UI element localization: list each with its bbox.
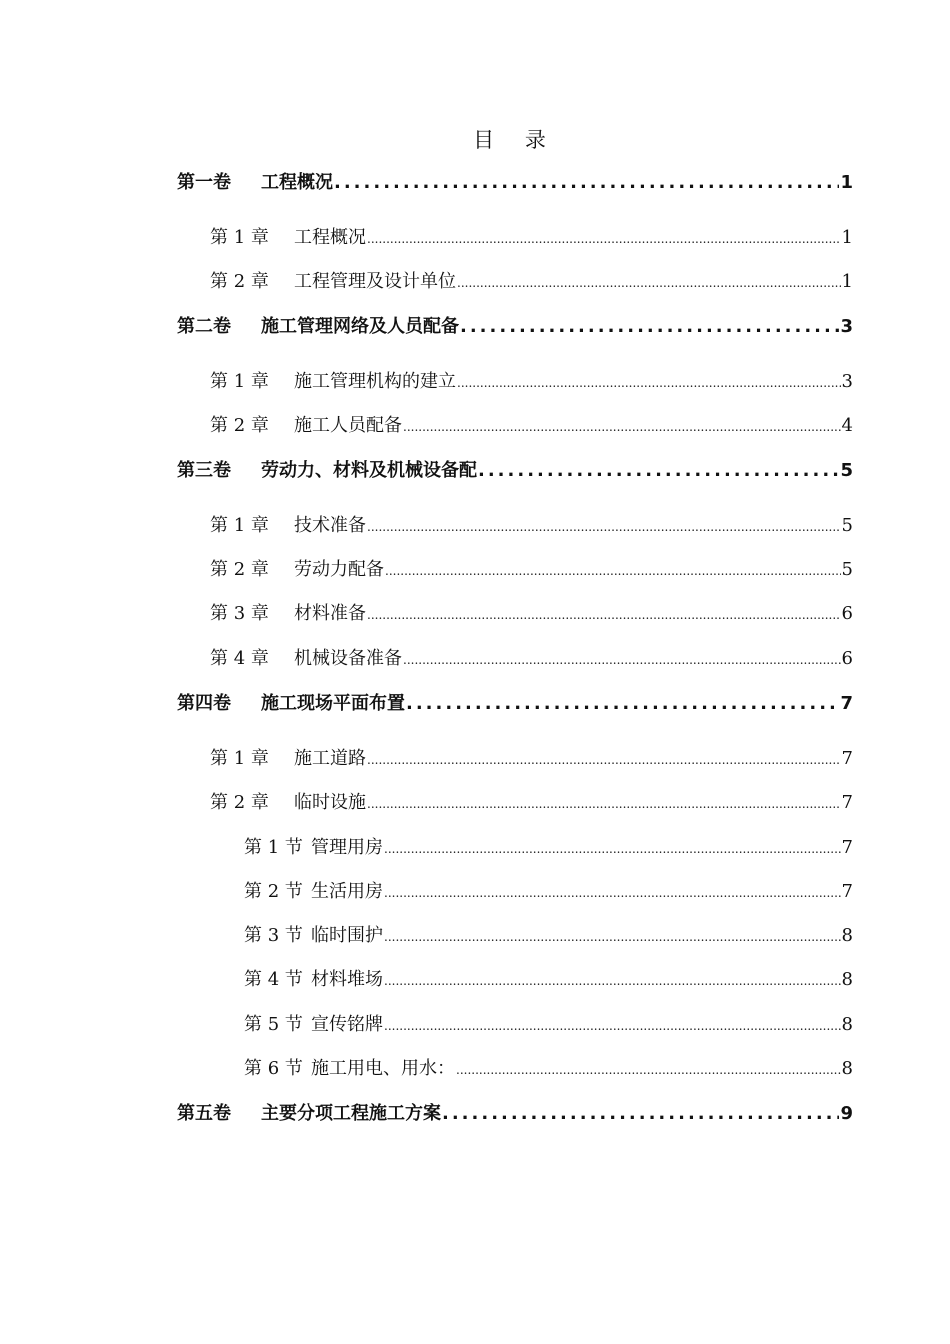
dot-leader: [367, 791, 841, 817]
entry-title: 生活用房: [311, 881, 383, 902]
entry-number: 第四卷: [177, 693, 231, 714]
entry-page: 3: [841, 371, 853, 392]
dot-leader: [367, 514, 841, 540]
entry-title: 主要分项工程施工方案: [261, 1103, 441, 1124]
entry-number: 第五卷: [177, 1103, 231, 1124]
dot-leader: [460, 314, 839, 340]
toc-entry-section[interactable]: [244, 835, 853, 861]
toc-entry-chapter[interactable]: [210, 513, 853, 539]
dot-leader: [384, 880, 841, 906]
dot-leader: [384, 924, 841, 950]
dot-leader: [457, 370, 841, 396]
dot-leader: [406, 691, 839, 717]
entry-number: 第 4 章: [210, 648, 269, 669]
dot-leader: [334, 170, 839, 196]
dot-leader: [367, 747, 841, 773]
entry-title: 施工人员配备: [294, 415, 402, 436]
entry-page: 6: [841, 603, 853, 624]
entry-page: 4: [841, 415, 853, 436]
entry-number: 第 2 章: [210, 271, 269, 292]
entry-number: 第 1 章: [210, 227, 269, 248]
entry-page: 8: [841, 925, 853, 946]
dot-leader: [385, 558, 841, 584]
entry-number: 第 4 节: [244, 969, 303, 990]
entry-title: 工程概况: [294, 227, 366, 248]
toc-entry-section[interactable]: [244, 923, 853, 949]
toc-entry-volume-2[interactable]: [177, 314, 853, 340]
toc-entry-volume-4[interactable]: [177, 691, 853, 717]
entry-title: 材料堆场: [311, 969, 383, 990]
entry-number: 第 2 章: [210, 792, 269, 813]
toc-entry-chapter[interactable]: [210, 225, 853, 251]
entry-title: 施工现场平面布置: [261, 693, 405, 714]
entry-title: 宣传铭牌: [311, 1014, 383, 1035]
entry-number: 第 3 节: [244, 925, 303, 946]
dot-leader: [384, 836, 841, 862]
entry-number: 第 1 章: [210, 371, 269, 392]
entry-page: 9: [840, 1103, 853, 1124]
entry-number: 第 1 章: [210, 748, 269, 769]
entry-title: 工程管理及设计单位: [294, 271, 456, 292]
toc-entry-chapter[interactable]: [210, 746, 853, 772]
entry-title: 劳动力配备: [294, 559, 384, 580]
entry-title: 劳动力、材料及机械设备配: [261, 460, 477, 481]
dot-leader: [384, 1013, 841, 1039]
entry-title: 技术准备: [294, 515, 366, 536]
entry-number: 第 3 章: [210, 603, 269, 624]
entry-number: 第 2 章: [210, 415, 269, 436]
entry-page: 5: [841, 559, 853, 580]
entry-title: 管理用房: [311, 837, 383, 858]
entry-title: 机械设备准备: [294, 648, 402, 669]
entry-title: 临时设施: [294, 792, 366, 813]
entry-title: 材料准备: [294, 603, 366, 624]
entry-number: 第 2 节: [244, 881, 303, 902]
toc-entry-chapter[interactable]: [210, 269, 853, 295]
toc-entry-section[interactable]: [244, 967, 853, 993]
entry-title: 临时围护: [311, 925, 383, 946]
entry-page: 8: [841, 1058, 853, 1079]
entry-page: 7: [840, 693, 853, 714]
toc-entry-section[interactable]: [244, 1056, 853, 1082]
entry-number: 第一卷: [177, 172, 231, 193]
dot-leader: [478, 458, 839, 484]
dot-leader: [456, 1057, 841, 1083]
page-title: 目 录: [473, 128, 558, 152]
dot-leader: [403, 414, 841, 440]
dot-leader: [403, 647, 841, 673]
entry-page: 7: [841, 837, 853, 858]
entry-page: 5: [840, 460, 853, 481]
toc-entry-chapter[interactable]: [210, 790, 853, 816]
dot-leader: [367, 602, 841, 628]
entry-title: 施工道路: [294, 748, 366, 769]
entry-number: 第 5 节: [244, 1014, 303, 1035]
entry-number: 第 1 节: [244, 837, 303, 858]
entry-number: 第二卷: [177, 316, 231, 337]
entry-title: 施工用电、用水：: [311, 1058, 455, 1079]
dot-leader: [367, 226, 841, 252]
entry-number: 第 2 章: [210, 559, 269, 580]
toc-entry-volume-3[interactable]: [177, 458, 853, 484]
dot-leader: [442, 1101, 839, 1127]
entry-page: 8: [841, 1014, 853, 1035]
entry-page: 7: [841, 792, 853, 813]
entry-page: 7: [841, 881, 853, 902]
entry-page: 3: [840, 316, 853, 337]
toc-entry-volume-1[interactable]: [177, 170, 853, 196]
dot-leader: [457, 270, 841, 296]
entry-number: 第三卷: [177, 460, 231, 481]
entry-page: 5: [841, 515, 853, 536]
entry-page: 1: [841, 227, 853, 248]
toc-entry-chapter[interactable]: [210, 369, 853, 395]
entry-page: 1: [840, 172, 853, 193]
toc-entry-chapter[interactable]: [210, 413, 853, 439]
toc-entry-section[interactable]: [244, 1012, 853, 1038]
toc-entry-section[interactable]: [244, 879, 853, 905]
entry-page: 6: [841, 648, 853, 669]
entry-title: 施工管理机构的建立: [294, 371, 456, 392]
entry-page: 7: [841, 748, 853, 769]
entry-number: 第 6 节: [244, 1058, 303, 1079]
toc-entry-volume-5[interactable]: [177, 1101, 853, 1127]
entry-number: 第 1 章: [210, 515, 269, 536]
entry-title: 施工管理网络及人员配备: [261, 316, 459, 337]
dot-leader: [384, 968, 841, 994]
entry-page: 1: [841, 271, 853, 292]
toc-entry-chapter[interactable]: [210, 557, 853, 583]
toc-entry-chapter[interactable]: [210, 601, 853, 627]
entry-title: 工程概况: [261, 172, 333, 193]
entry-page: 8: [841, 969, 853, 990]
toc-entry-chapter[interactable]: [210, 646, 853, 672]
